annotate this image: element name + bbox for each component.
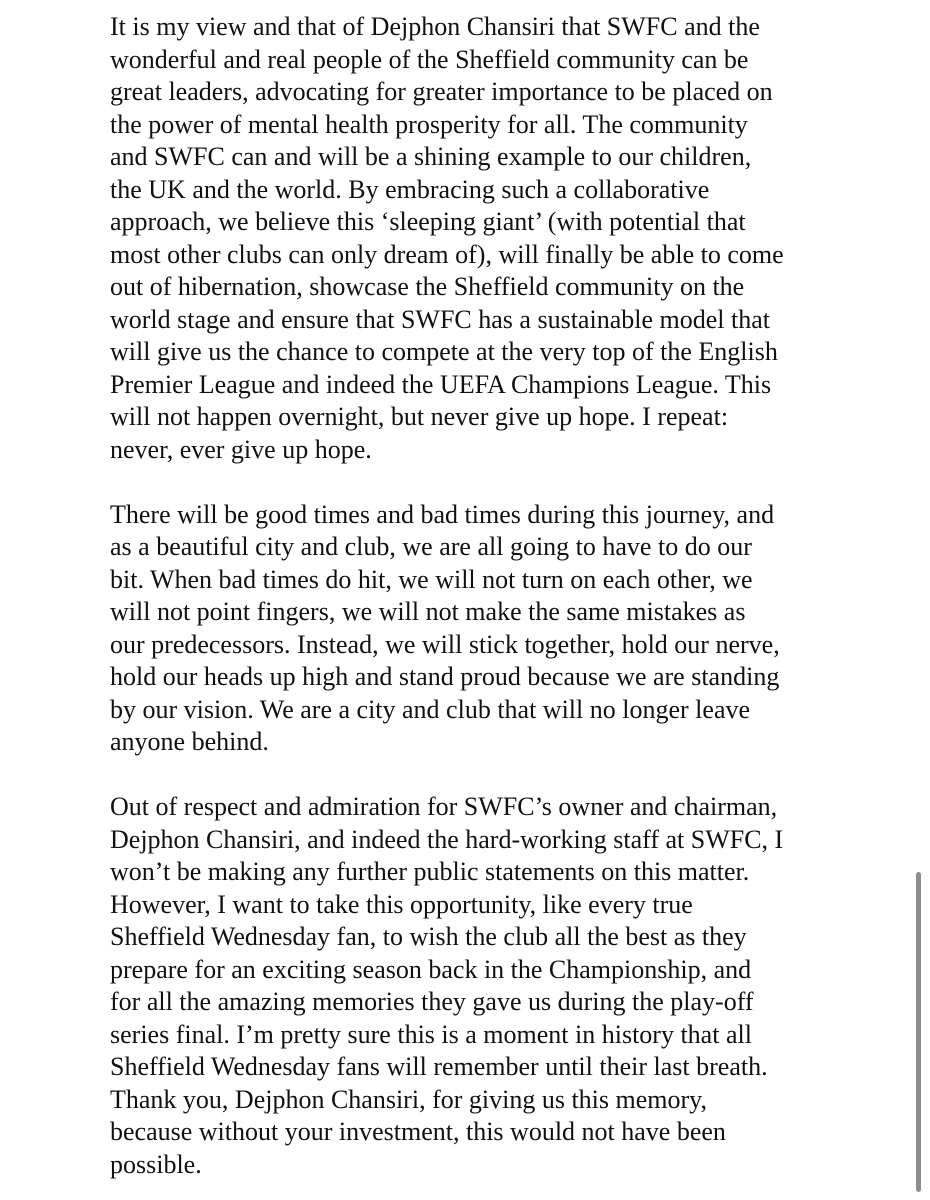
paragraph-2 xyxy=(110,499,890,759)
text-line: out of hibernation, showcase the Sheffield community on the xyxy=(110,272,745,301)
text-line: world stage and ensure that SWFC has a sustainable model that xyxy=(110,304,770,334)
text-line: never, ever give up hope. xyxy=(110,434,372,464)
text-line: and SWFC can and will be a shining example to our children, xyxy=(110,142,752,171)
text-line: series final. I’m pretty sure this is a moment in history that all xyxy=(110,1019,752,1049)
text-line: Sheffield Wednesday fans will remember until their last breath. xyxy=(110,1052,768,1081)
text-line: will not happen overnight, but never give up hope. I repeat: xyxy=(110,402,729,431)
text-line: Sheffield Wednesday fan, to wish the club all the best as they xyxy=(110,922,747,951)
text-line: for all the amazing memories they gave us during the play-off xyxy=(110,987,754,1016)
text-line: wonderful and real people of the Sheffield community can be xyxy=(110,44,749,74)
text-line: Thank you, Dejphon Chansiri, for giving us this memory, xyxy=(110,1084,707,1114)
text-line: Dejphon Chansiri, and indeed the hard-working staff at SWFC, I xyxy=(110,824,784,854)
text-line: Premier League and indeed the UEFA Champions League. This xyxy=(110,369,772,399)
text-line: our predecessors. Instead, we will stick together, hold our nerve, xyxy=(110,629,780,659)
text-line: will not point fingers, we will not make the same mistakes as xyxy=(110,597,746,626)
document-body xyxy=(110,11,890,1181)
text-line: the UK and the world. By embracing such a collaborative xyxy=(110,174,710,204)
text-line: approach, we believe this ‘sleeping giant’ (with potential that xyxy=(110,207,746,236)
text-line: possible. xyxy=(110,1149,202,1179)
text-line: because without your investment, this would not have been xyxy=(110,1117,726,1146)
text-line: Out of respect and admiration for SWFC’s owner and chairman, xyxy=(110,792,778,821)
text-line: the power of mental health prosperity for all. The community xyxy=(110,109,748,139)
text-line: anyone behind. xyxy=(110,727,269,756)
text-line: bit. When bad times do hit, we will not turn on each other, we xyxy=(110,564,753,594)
text-line: prepare for an exciting season back in the Championship, and xyxy=(110,954,752,984)
text-line: most other clubs can only dream of), will finally be able to come xyxy=(110,239,784,269)
text-line: There will be good times and bad times during this journey, and xyxy=(110,499,775,529)
text-line: It is my view and that of Dejphon Chansiri that SWFC and the xyxy=(110,12,760,41)
text-line: by our vision. We are a city and club that will no longer leave xyxy=(110,694,751,724)
text-line: However, I want to take this opportunity, like every true xyxy=(110,889,693,919)
text-line: great leaders, advocating for greater importance to be placed on xyxy=(110,77,773,106)
paragraph-3 xyxy=(110,791,890,1181)
text-line: won’t be making any further public statements on this matter. xyxy=(110,857,750,886)
text-line: will give us the chance to compete at the very top of the English xyxy=(110,337,778,366)
paragraph-1 xyxy=(110,11,890,466)
text-line: as a beautiful city and club, we are all going to have to do our xyxy=(110,532,752,561)
text-line: hold our heads up high and stand proud because we are standing xyxy=(110,662,780,691)
paragraph-gap xyxy=(110,759,890,792)
vertical-scrollbar[interactable] xyxy=(916,872,921,1192)
paragraph-gap xyxy=(110,466,890,499)
